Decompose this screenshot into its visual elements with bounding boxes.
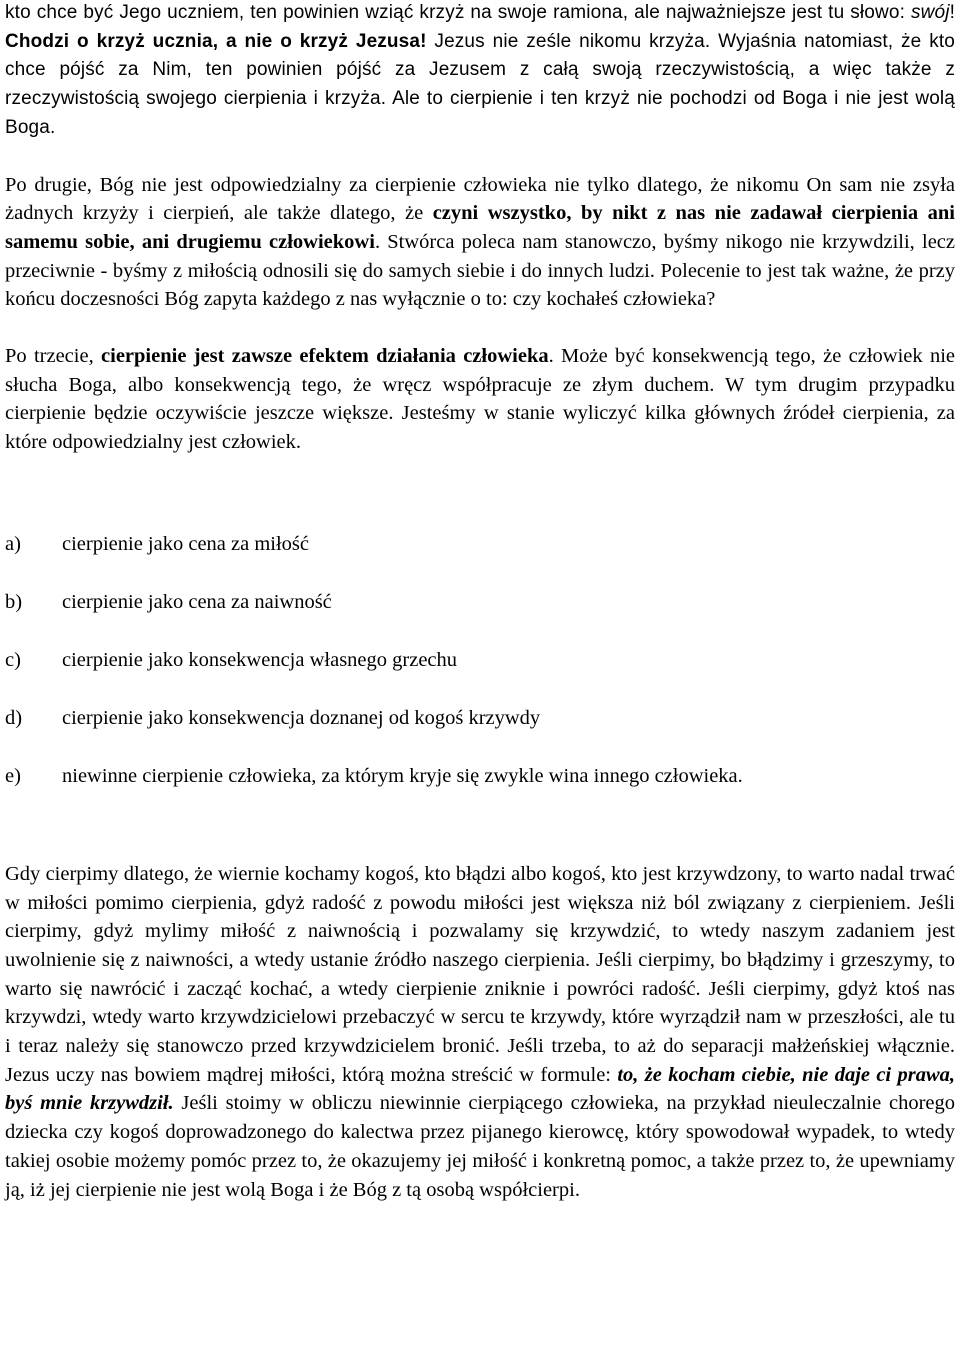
list-item-text: cierpienie jako cena za miłość bbox=[62, 532, 310, 555]
list-item bbox=[5, 762, 955, 790]
paragraph-4 bbox=[5, 860, 955, 1204]
list-item-marker: e) bbox=[5, 764, 21, 787]
document-page bbox=[5, 0, 955, 1204]
sources-of-suffering-list bbox=[5, 530, 955, 790]
list-item bbox=[5, 530, 955, 558]
paragraph-2-bold-phrase: czyni wszystko, by nikt z nas nie zadawał cierpienia ani samemu sobie, ani drugiemu człowiekowi bbox=[5, 202, 955, 253]
list-item bbox=[5, 704, 955, 732]
paragraph-4-bold-italic-formula: to, że kocham ciebie, nie daje ci prawa, byś mnie krzywdził. bbox=[5, 1063, 956, 1115]
paragraph-3-bold-phrase: cierpienie jest zawsze efektem działania człowieka bbox=[101, 345, 549, 368]
paragraph-1-text-a: kto chce być Jego uczniem, ten powinien wziąć krzyż na swoje ramiona, ale najważniejsze jest tu słowo: bbox=[5, 2, 911, 23]
paragraph-2 bbox=[5, 171, 955, 315]
paragraph-1-bold-phrase: Chodzi o krzyż ucznia, a nie o krzyż Jezusa! bbox=[5, 30, 427, 52]
list-item bbox=[5, 646, 955, 674]
paragraph-3-text-a: Po trzecie, bbox=[5, 345, 102, 368]
list-item-text: niewinne cierpienie człowieka, za którym kryje się zwykle wina innego człowieka. bbox=[62, 764, 743, 787]
list-item-marker: c) bbox=[5, 648, 21, 671]
paragraph-4-text-a: Gdy cierpimy dlatego, że wiernie kochamy kogoś, kto błądzi albo kogoś, kto jest krzywdzony, to warto nadal trwać w miłości pomimo cierpienia, gdyż radość z powodu miłości jest większa niż ból związany z cierpieniem. Jeśli cierpimy, gdyż mylimy miłość z naiwnością i pozwalamy się krzywdzić, to wtedy naszym zadaniem jest uwolnienie się z naiwności, a wtedy ustanie źródło naszego cierpienia. Jeśli cierpimy, bo błądzimy i grzeszymy, to warto się nawrócić i zacząć kochać, a wtedy cierpienie zniknie i powróci radość. Jeśli cierpimy, gdyż ktoś nas krzywdzi, wtedy warto krzywdzicielowi przebaczyć w sercu te krzywdy, które wyrządził nam w przeszłości, ale tu i teraz należy się stanowczo przed krzywdzicielem bronić. Jeśli trzeba, to aż do separacji małżeńskiej włącznie. Jezus uczy nas bowiem mądrej miłości, którą można streścić w formule: bbox=[5, 862, 955, 1086]
list-item-marker: a) bbox=[5, 532, 21, 555]
paragraph-1-text-b: ! bbox=[949, 2, 955, 23]
paragraph-3-text-b: . Może być konsekwencją tego, że człowiek nie słucha Boga, albo konsekwencją tego, że wręcz współpracuje ze złym duchem. W tym drugim przypadku cierpienie będzie oczywiście jeszcze większe. Jesteśmy w stanie wyliczyć kilka głównych źródeł cierpienia, za które odpowiedzialny jest człowiek. bbox=[5, 345, 955, 454]
paragraph-2-text-b: . Stwórca poleca nam stanowczo, byśmy nikogo nie krzywdzili, lecz przeciwnie - byśmy z miłością odnosili się do samych siebie i do innych ludzi. Polecenie to jest tak ważne, że przy końcu doczesności Bóg zapyta każdego z nas wyłącznie o to: czy kochałeś człowieka? bbox=[5, 230, 956, 311]
list-item-text: cierpienie jako cena za naiwność bbox=[62, 590, 332, 613]
paragraph-4-text-b: Jeśli stoimy w obliczu niewinnie cierpiącego człowieka, na przykład nieuleczalnie chorego dziecka czy kogoś doprowadzonego do kalectwa przez pijanego kierowcę, który spowodował wypadek, to wtedy takiej osobie możemy pomóc przez to, że okazujemy jej miłość i konkretną pomoc, a także przez to, że upewniamy ją, iż jej cierpienie nie jest wolą Boga i że Bóg z tą osobą współcierpi. bbox=[5, 1092, 955, 1201]
paragraph-3 bbox=[5, 342, 955, 457]
paragraph-1 bbox=[5, 0, 955, 143]
list-item-text: cierpienie jako konsekwencja doznanej od kogoś krzywdy bbox=[62, 706, 541, 729]
list-item-text: cierpienie jako konsekwencja własnego grzechu bbox=[62, 648, 458, 671]
list-item-marker: d) bbox=[5, 706, 23, 729]
paragraph-1-text-c: Jezus nie ześle nikomu krzyża. Wyjaśnia natomiast, że kto chce pójść za Nim, ten powinien pójść za Jezusem z całą swoją rzeczywistością, a więc także z rzeczywistością swojego cierpienia i krzyża. Ale to cierpienie i ten krzyż nie pochodzi od Boga i nie jest wolą Boga. bbox=[5, 30, 955, 138]
list-item-marker: b) bbox=[5, 590, 23, 613]
list-item bbox=[5, 588, 955, 616]
paragraph-2-text-a: Po drugie, Bóg nie jest odpowiedzialny za cierpienie człowieka nie tylko dlatego, że nikomu On sam nie zsyła żadnych krzyży i cierpień, ale także dlatego, że bbox=[5, 173, 955, 225]
paragraph-1-italic-word: swój bbox=[910, 2, 950, 23]
